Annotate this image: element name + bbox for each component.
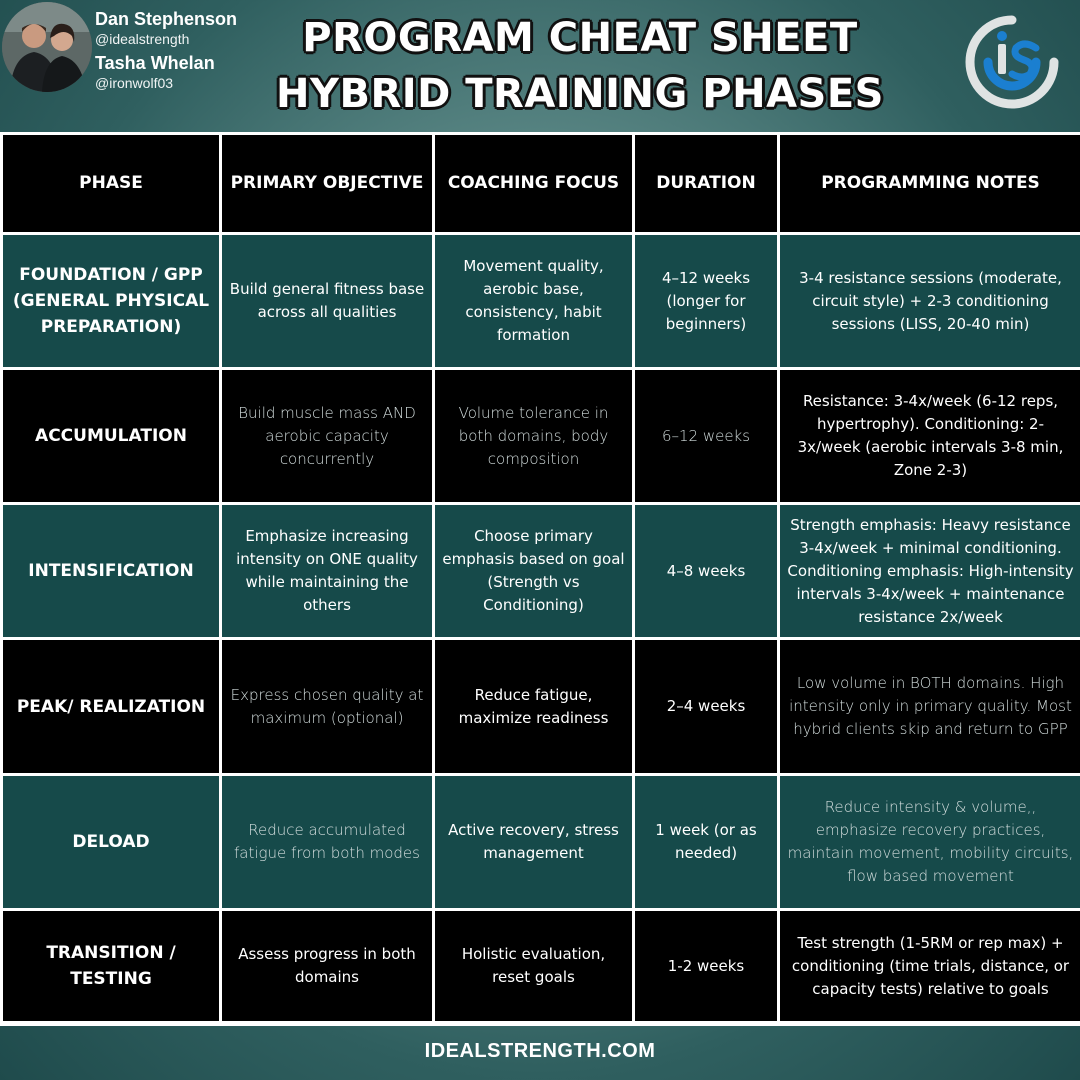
page-title (230, 10, 930, 122)
programming-notes: Strength emphasis: Heavy resistance 3-4x/week + minimal conditioning. Conditioning emphasis: High-intensity intervals 3-4x/week + maintenance resistance 2x/week (780, 505, 1080, 637)
coaching-focus: Reduce fatigue, maximize readiness (435, 640, 632, 773)
title-line-1: PROGRAM CHEAT SHEET (302, 15, 858, 61)
author-name-1: Dan Stephenson (95, 9, 238, 29)
programming-notes: 3-4 resistance sessions (moderate, circuit style) + 2-3 conditioning sessions (LISS, 20-40 min) (780, 235, 1080, 367)
column-header-duration: DURATION (635, 135, 777, 232)
header (0, 0, 1080, 132)
duration: 4–12 weeks (longer for beginners) (635, 235, 777, 367)
primary-objective: Build muscle mass AND aerobic capacity concurrently (222, 370, 432, 502)
author-name-2: Tasha Whelan (95, 53, 215, 73)
title-line-2: HYBRID TRAINING PHASES (276, 71, 884, 117)
programming-notes: Reduce intensity & volume,, emphasize recovery practices, maintain movement, mobility circuits, flow based movement (780, 776, 1080, 908)
duration: 2–4 weeks (635, 640, 777, 773)
duration: 1-2 weeks (635, 911, 777, 1021)
phase-name: INTENSIFICATION (3, 505, 219, 637)
phases-table (0, 132, 1080, 1026)
primary-objective: Assess progress in both domains (222, 911, 432, 1021)
column-header-phase: PHASE (3, 135, 219, 232)
coaching-focus: Choose primary emphasis based on goal (Strength vs Conditioning) (435, 505, 632, 637)
ideal-strength-logo (964, 14, 1060, 110)
coaching-focus: Volume tolerance in both domains, body composition (435, 370, 632, 502)
authors-photo (2, 2, 92, 92)
phase-name: DELOAD (3, 776, 219, 908)
phase-name: ACCUMULATION (3, 370, 219, 502)
phase-name: TRANSITION / TESTING (3, 911, 219, 1021)
primary-objective: Reduce accumulated fatigue from both modes (222, 776, 432, 908)
phase-name: PEAK/ REALIZATION (3, 640, 219, 773)
phase-name: FOUNDATION / GPP (GENERAL PHYSICAL PREPARATION) (3, 235, 219, 367)
footer-website[interactable]: IDEALSTRENGTH.COM (424, 1040, 656, 1062)
coaching-focus: Holistic evaluation, reset goals (435, 911, 632, 1021)
duration: 4–8 weeks (635, 505, 777, 637)
coaching-focus: Active recovery, stress management (435, 776, 632, 908)
primary-objective: Express chosen quality at maximum (optional) (222, 640, 432, 773)
author-handle-1[interactable]: @idealstrength (95, 31, 190, 47)
author-credits (95, 8, 237, 96)
programming-notes: Resistance: 3-4x/week (6-12 reps, hypertrophy). Conditioning: 2-3x/week (aerobic intervals 3-8 min, Zone 2-3) (780, 370, 1080, 502)
column-header-notes: PROGRAMMING NOTES (780, 135, 1080, 232)
primary-objective: Build general fitness base across all qualities (222, 235, 432, 367)
duration: 6–12 weeks (635, 370, 777, 502)
column-header-objective: PRIMARY OBJECTIVE (222, 135, 432, 232)
programming-notes: Test strength (1-5RM or rep max) + conditioning (time trials, distance, or capacity tests) relative to goals (780, 911, 1080, 1021)
programming-notes: Low volume in BOTH domains. High intensity only in primary quality. Most hybrid clients skip and return to GPP (780, 640, 1080, 773)
column-header-focus: COACHING FOCUS (435, 135, 632, 232)
primary-objective: Emphasize increasing intensity on ONE quality while maintaining the others (222, 505, 432, 637)
duration: 1 week (or as needed) (635, 776, 777, 908)
author-handle-2[interactable]: @ironwolf03 (95, 75, 174, 91)
coaching-focus: Movement quality, aerobic base, consistency, habit formation (435, 235, 632, 367)
